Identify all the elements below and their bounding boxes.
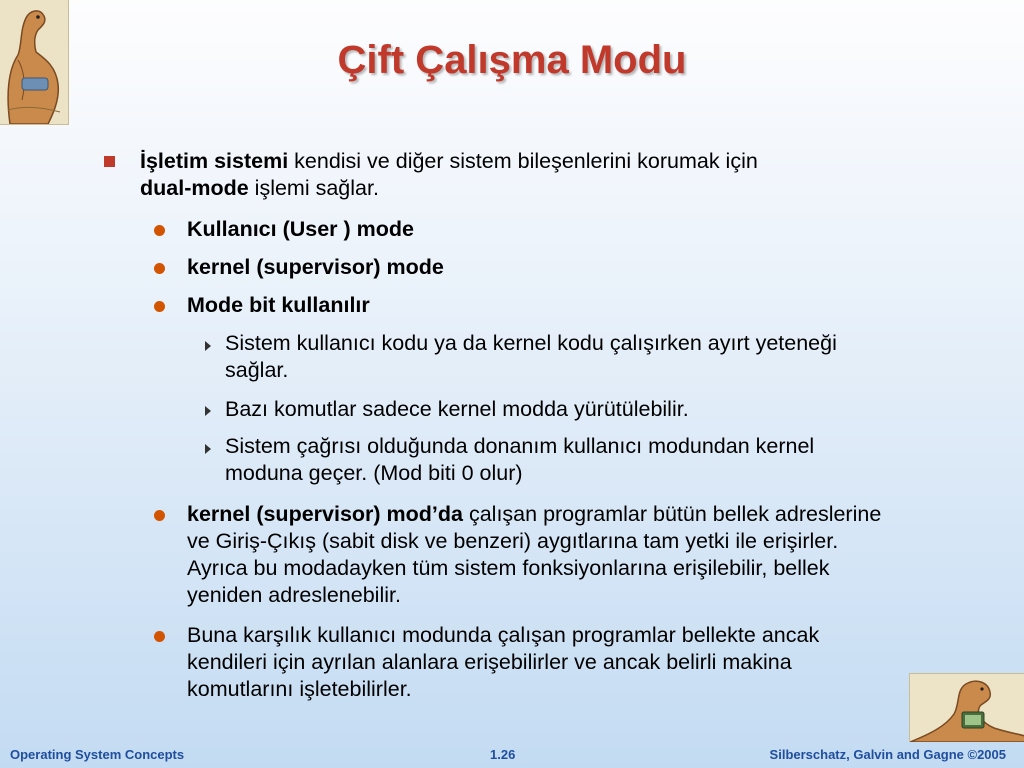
bullet-text: işlemi sağlar.: [248, 176, 379, 200]
bullet-l3-kernel-only: [225, 396, 885, 423]
bullet-l1-dual-mode: [140, 148, 900, 202]
bullet-l2-kernel-mode: [187, 254, 902, 281]
square-bullet-icon: [104, 156, 115, 167]
bullet-bold-text: İşletim sistemi: [140, 149, 289, 173]
arrow-bullet-icon: [205, 341, 211, 351]
arrow-bullet-icon: [205, 444, 211, 454]
bullet-l3-distinguish: [225, 330, 885, 384]
footer-book-title: Operating System Concepts: [10, 747, 185, 762]
bullet-l2-mode-bit: [187, 292, 902, 319]
bullet-text: Bazı komutlar sadece kernel modda yürütülebilir.: [225, 397, 689, 421]
bullet-bold-text: Kullanıcı (User ) mode: [187, 217, 414, 241]
round-bullet-icon: [154, 510, 165, 521]
bullet-bold-text: kernel (supervisor) mod’da: [187, 502, 463, 526]
bullet-bold-text: kernel (supervisor) mode: [187, 255, 444, 279]
bullet-l2-user-limits: [187, 622, 902, 703]
bullet-bold-text: dual-mode: [140, 176, 249, 200]
arrow-bullet-icon: [205, 406, 211, 416]
footer-authors: Silberschatz, Galvin and Gagne ©2005: [769, 747, 1006, 762]
round-bullet-icon: [154, 301, 165, 312]
bullet-text: Buna karşılık kullanıcı modunda çalışan programlar bellekte ancak kendileri için ayrılan alanlara erişebilirler ve ancak belirli makina komutlarını işletebilirler.: [187, 623, 820, 701]
bullet-text: Sistem kullanıcı kodu ya da kernel kodu çalışırken ayırt yeteneği sağlar.: [225, 331, 837, 382]
round-bullet-icon: [154, 225, 165, 236]
slide-title: Çift Çalışma Modu: [337, 38, 687, 82]
bullet-l2-kernel-privileges: [187, 501, 902, 609]
bullet-l3-system-call: [225, 433, 885, 487]
round-bullet-icon: [154, 263, 165, 274]
bullet-bold-text: Mode bit kullanılır: [187, 293, 370, 317]
footer-page-number: 1.26: [490, 747, 516, 762]
bullet-l2-user-mode: [187, 216, 902, 243]
bullet-text: Sistem çağrısı olduğunda donanım kullanıcı modundan kernel moduna geçer. (Mod biti 0 olur): [225, 434, 815, 485]
dinosaur-logo-bottom-right: [909, 673, 1024, 742]
round-bullet-icon: [154, 631, 165, 642]
bullet-text: çalışan programlar bütün bellek adreslerine ve Giriş-Çıkış (sabit disk ve benzeri) aygıtlarına tam yetki ile erişirler. Ayrıca bu modadayken tüm sistem fonksiyonlarına erişilebilir, bellek yeniden adreslenebilir.: [187, 502, 882, 607]
bullet-text: kendisi ve diğer sistem bileşenlerini korumak için: [288, 149, 758, 173]
